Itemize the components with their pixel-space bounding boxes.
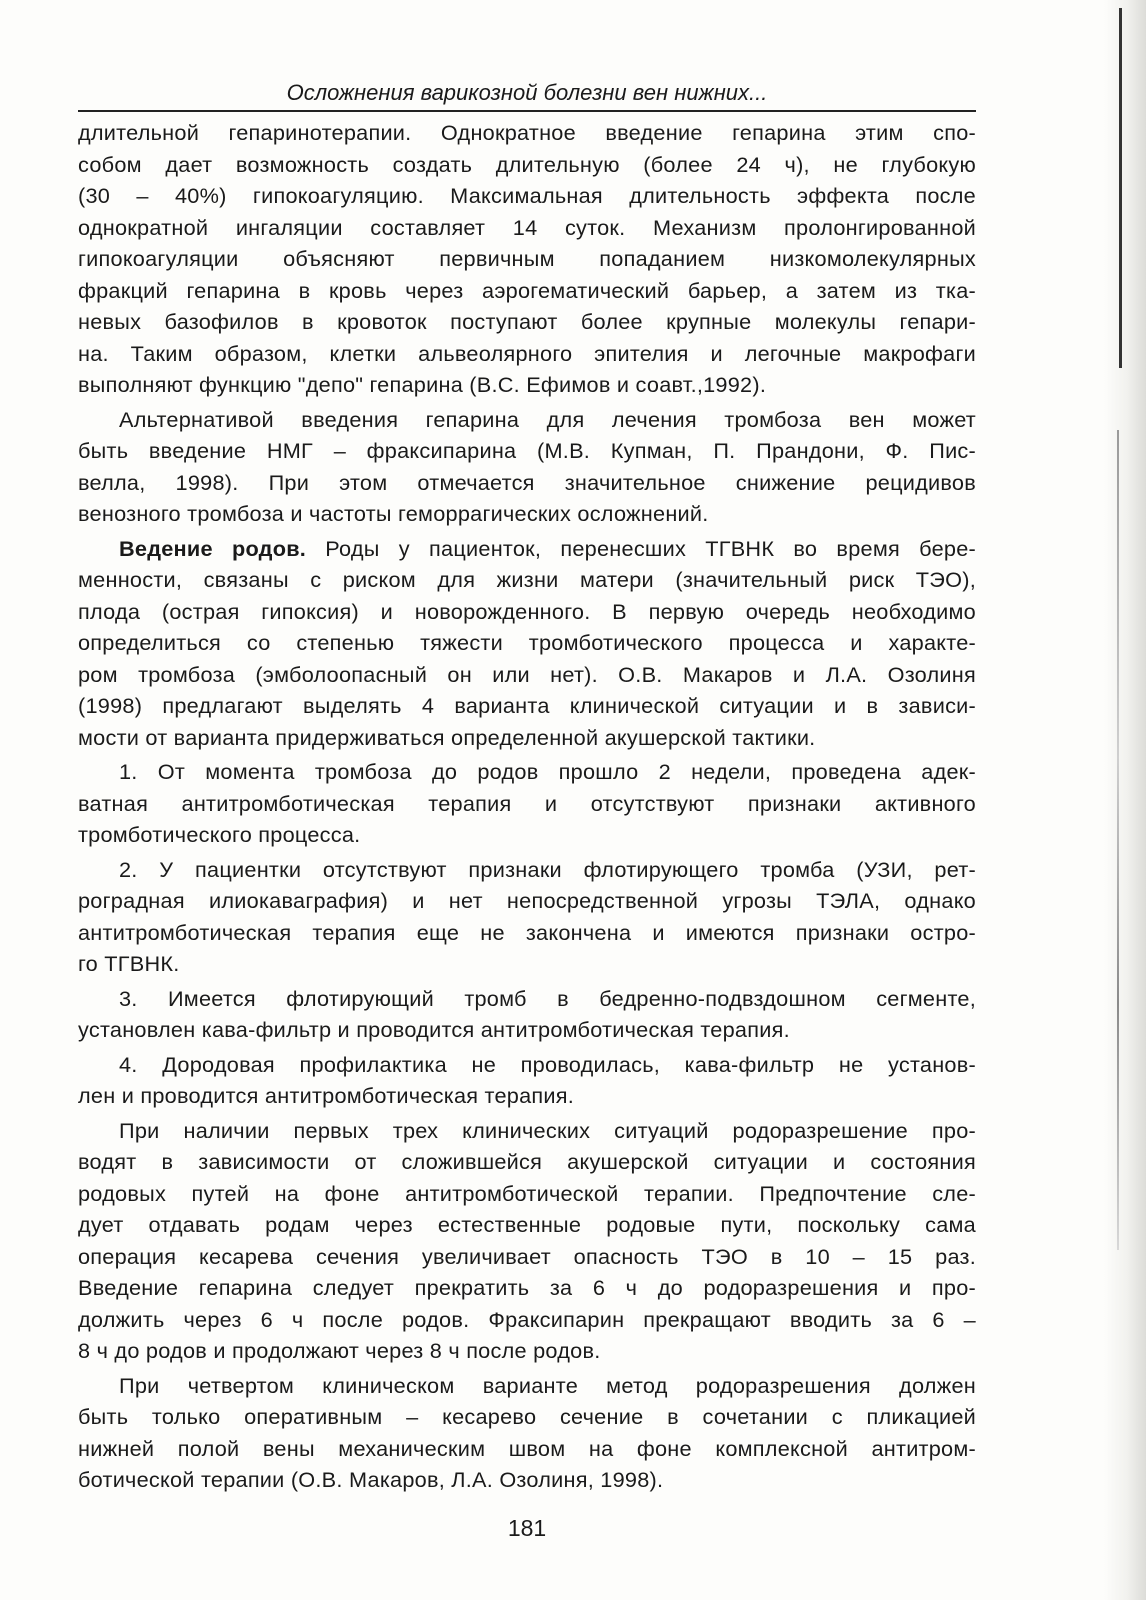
line-text: Роды у пациенток, перенесших ТГВНК во время бере- — [306, 535, 976, 561]
line-text: венозного тромбоза и частоты геморрагических осложнений. — [78, 501, 709, 526]
line-text: 8 ч до родов и продолжают через 8 ч после родов. — [78, 1338, 601, 1363]
text-line — [78, 1014, 976, 1046]
line-text: фракций гепарина в кровь через аэрогематический барьер, а затем из тка- — [78, 277, 976, 303]
line-text: гипокоагуляции объясняют первичным попаданием низкомолекулярных — [78, 246, 976, 271]
text-line — [78, 1401, 976, 1433]
text-line — [78, 659, 976, 691]
line-text: 2. У пациентки отсутствуют признаки флотирующего тромба (УЗИ, рет- — [119, 856, 976, 882]
line-text: лен и проводится антитромботическая терапия. — [78, 1083, 575, 1108]
text-line — [78, 1146, 976, 1178]
line-text: (1998) предлагают выделять 4 варианта клинической ситуации и в зависи- — [78, 693, 976, 718]
line-text: 4. Дородовая профилактика не проводилась, кава-фильтр не установ- — [119, 1051, 976, 1077]
line-text: на. Таким образом, клетки альвеолярного эпителия и легочные макрофаги — [78, 340, 976, 366]
body-text — [78, 117, 976, 1496]
text-line — [78, 788, 976, 820]
text-line — [78, 338, 976, 370]
text-line — [78, 1272, 976, 1304]
text-line — [78, 1335, 976, 1367]
line-text: быть введение НМГ – фраксипарина (М.В. Купман, П. Прандони, Ф. Пис- — [78, 438, 976, 463]
line-text: 1. От момента тромбоза до родов прошло 2 недели, проведена адек- — [119, 759, 976, 784]
line-text: нижней полой вены механическим швом на фоне комплексной антитром- — [78, 1435, 976, 1461]
line-text: При четвертом клиническом варианте метод родоразрешения должен — [119, 1372, 976, 1398]
text-line — [78, 498, 976, 530]
text-line — [78, 1464, 976, 1496]
text-line — [78, 243, 976, 275]
text-line — [78, 690, 976, 722]
text-line — [78, 722, 976, 754]
text-line — [78, 1049, 976, 1081]
binding-edge-line — [1119, 8, 1122, 368]
line-text: Альтернативой введения гепарина для лечения тромбоза вен может — [119, 406, 976, 432]
line-text: родовых путей на фоне антитромботической терапии. Предпочтение сле- — [78, 1180, 976, 1206]
text-line — [78, 854, 976, 886]
paragraph — [78, 1115, 976, 1367]
line-text: антитромботическая терапия еще не закончена и имеются признаки остро- — [78, 919, 976, 945]
line-text: невых базофилов в кровоток поступают более крупные молекулы гепари- — [78, 309, 976, 334]
line-text: мости от варианта придерживаться определенной акушерской тактики. — [78, 724, 816, 750]
line-text: плода (острая гипоксия) и новорожденного. В первую очередь необходимо — [78, 598, 976, 624]
line-text: ботической терапии (О.В. Макаров, Л.А. Озолиня, 1998). — [78, 1467, 664, 1492]
line-text: выполняют функцию "депо" гепарина (В.С. Ефимов и соавт.,1992). — [78, 372, 767, 397]
paragraph — [78, 533, 976, 754]
text-line — [78, 983, 976, 1015]
line-text: дует отдавать родам через естественные родовые пути, поскольку сама — [78, 1212, 976, 1237]
line-text: го ТГВНК. — [78, 951, 180, 976]
text-line — [78, 756, 976, 788]
line-text: велла, 1998). При этом отмечается значительное снижение рецидивов — [78, 469, 976, 495]
text-line — [78, 1370, 976, 1402]
line-text: быть только оперативным – кесарево сечение в сочетании с пликацией — [78, 1404, 976, 1429]
text-line — [78, 117, 976, 149]
text-line — [78, 1433, 976, 1465]
line-text: должить через 6 ч после родов. Фраксипарин прекращают вводить за 6 – — [78, 1306, 976, 1332]
page-spine-shadow — [1104, 0, 1146, 1600]
line-text: тромботического процесса. — [78, 822, 361, 847]
line-text: 3. Имеется флотирующий тромб в бедренно-подвздошном сегменте, — [119, 985, 976, 1011]
text-line — [78, 627, 976, 659]
line-text: операция кесарева сечения увеличивает опасность ТЭО в 10 – 15 раз. — [78, 1243, 976, 1269]
paragraph — [78, 1370, 976, 1496]
line-text: (30 – 40%) гипокоагуляцию. Максимальная длительность эффекта после — [78, 183, 976, 208]
text-line — [78, 212, 976, 244]
line-text: водят в зависимости от сложившейся акушерской ситуации и состояния — [78, 1149, 976, 1174]
line-text: собом дает возможность создать длительную (более 24 ч), не глубокую — [78, 151, 976, 177]
paragraph — [78, 983, 976, 1046]
text-line — [78, 533, 976, 565]
paragraph — [78, 117, 976, 401]
line-text: менности, связаны с риском для жизни матери (значительный риск ТЭО), — [78, 567, 976, 592]
line-text: При наличии первых трех клинических ситуаций родоразрешение про- — [119, 1117, 976, 1143]
text-line — [78, 1115, 976, 1147]
text-line — [78, 467, 976, 499]
text-line — [78, 917, 976, 949]
text-line — [78, 1241, 976, 1273]
text-line — [78, 306, 976, 338]
page-number: 181 — [507, 1515, 547, 1541]
text-line — [78, 149, 976, 181]
text-line — [78, 819, 976, 851]
text-line — [78, 1209, 976, 1241]
line-text: однократной ингаляции составляет 14 суток. Механизм пролонгированной — [78, 214, 976, 240]
text-line — [78, 885, 976, 917]
running-header: Осложнения варикозной болезни вен нижних... — [78, 80, 976, 112]
line-text: ром тромбоза (эмболоопасный он или нет). О.В. Макаров и Л.А. Озолиня — [78, 661, 976, 687]
paragraph — [78, 854, 976, 980]
line-text: определиться со степенью тяжести тромботического процесса и характе- — [78, 630, 976, 655]
paragraph — [78, 1049, 976, 1112]
paragraph — [78, 756, 976, 851]
text-line — [78, 1304, 976, 1336]
section-lead: Ведение родов. — [119, 535, 307, 561]
text-line — [78, 948, 976, 980]
binding-edge-line-faint — [1117, 430, 1119, 1250]
text-line — [78, 369, 976, 401]
text-line — [78, 404, 976, 436]
text-line — [78, 1178, 976, 1210]
text-line — [78, 435, 976, 467]
line-text: длительной гепаринотерапии. Однократное введение гепарина этим спо- — [78, 120, 976, 145]
line-text: установлен кава-фильтр и проводится антитромботическая терапия. — [78, 1017, 790, 1042]
line-text: роградная илиокаваграфия) и нет непосредственной угрозы ТЭЛА, однако — [78, 888, 976, 913]
text-line — [78, 596, 976, 628]
line-text: Введение гепарина следует прекратить за 6 ч до родоразрешения и про- — [78, 1275, 976, 1300]
text-line — [78, 180, 976, 212]
paragraph — [78, 404, 976, 530]
text-line — [78, 564, 976, 596]
line-text: ватная антитромботическая терапия и отсутствуют признаки активного — [78, 790, 976, 816]
text-line — [78, 275, 976, 307]
text-line — [78, 1080, 976, 1112]
